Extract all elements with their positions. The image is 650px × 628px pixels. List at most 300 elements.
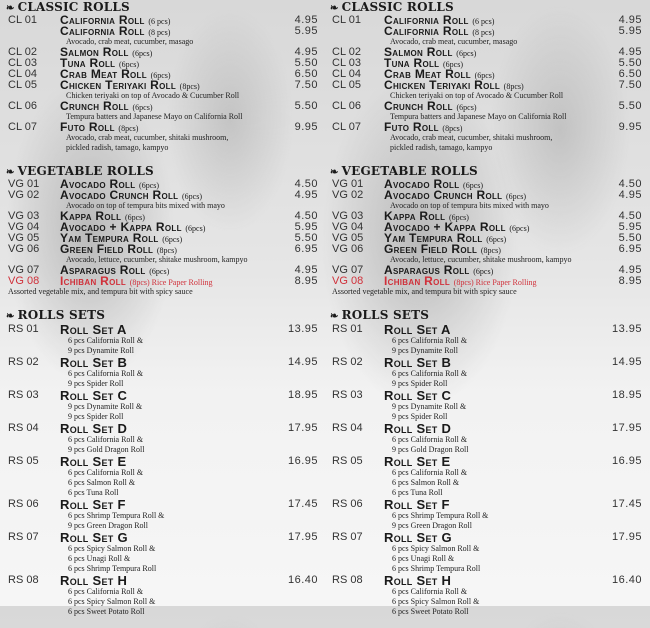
item-description: Chicken teriyaki on top of Avocado & Cucumber Roll <box>390 91 564 100</box>
item-description: 6 pcs California Roll & <box>392 369 468 378</box>
item-name-text: Salmon Roll <box>384 45 453 59</box>
item-code: VG 05 <box>332 232 364 244</box>
item-price: 9.95 <box>294 121 318 133</box>
menu-item <box>6 80 324 101</box>
item-name-text: Roll Set G <box>384 530 452 545</box>
item-code: RS 08 <box>332 574 363 586</box>
item-description: Avocado on top of tempura bits mixed with mayo <box>390 201 549 210</box>
item-code: CL 03 <box>332 57 361 69</box>
section-heading <box>330 308 648 323</box>
item-name <box>60 122 138 134</box>
item-price: 4.50 <box>294 210 318 222</box>
item-price: 17.45 <box>611 498 642 510</box>
menu-item-row <box>6 455 324 468</box>
item-code: RS 01 <box>332 323 363 335</box>
item-name <box>384 574 451 587</box>
menu-item-row <box>6 58 324 69</box>
item-pieces: (6pcs) <box>162 235 183 244</box>
item-name <box>384 190 526 202</box>
item-code: CL 06 <box>8 100 37 112</box>
item-description: Avocado, crab meat, cucumber, shitaki mushroom, <box>390 133 553 142</box>
menu-item <box>330 122 648 153</box>
item-pieces: (6pcs) <box>463 181 484 190</box>
menu-item <box>330 574 648 617</box>
ornament-icon: ❧ <box>330 311 339 322</box>
item-name-text: Roll Set E <box>60 454 127 469</box>
item-code: CL 01 <box>8 14 37 26</box>
item-name <box>384 455 450 468</box>
item-name <box>60 531 128 544</box>
menu-item-row <box>330 26 648 37</box>
item-price: 7.50 <box>294 79 318 91</box>
item-description: 6 pcs California Roll & <box>68 468 144 477</box>
item-price: 8.95 <box>618 275 642 287</box>
item-price: 4.50 <box>618 210 642 222</box>
item-name-text: Asparagus Roll <box>60 263 146 277</box>
menu-item <box>6 356 324 389</box>
item-pieces: (8pcs) Rice Paper Rolling <box>129 278 213 287</box>
menu-item <box>6 455 324 498</box>
item-pieces: (8pcs) <box>156 246 177 255</box>
item-name-text: Green Field Roll <box>60 242 154 256</box>
item-price: 5.50 <box>294 100 318 112</box>
item-price: 6.95 <box>294 243 318 255</box>
item-description: 9 pcs Dynamite Roll & <box>68 402 143 411</box>
menu-item <box>330 233 648 244</box>
item-name-text: Roll Set B <box>384 355 452 370</box>
item-name-text: Futo Roll <box>384 120 439 134</box>
item-description: Avocado, crab meat, cucumber, shitaki mushroom, <box>66 133 229 142</box>
item-code: VG 06 <box>332 243 364 255</box>
item-code: VG 03 <box>332 210 364 222</box>
item-pieces: (6pcs) <box>509 224 530 233</box>
item-price: 5.95 <box>618 221 642 233</box>
item-pieces: (8pcs) <box>179 82 200 91</box>
item-name-text: Roll Set C <box>60 388 128 403</box>
menu-item <box>6 190 324 211</box>
item-description: pickled radish, tamago, kampyo <box>390 143 493 152</box>
item-name <box>60 422 127 435</box>
item-description: 6 pcs Sweet Potato Roll <box>68 607 145 616</box>
item-pieces: (6pcs) <box>132 49 153 58</box>
item-name-text: Roll Set H <box>60 573 128 588</box>
item-code: RS 06 <box>8 498 39 510</box>
item-name-text: Avocado Roll <box>384 177 460 191</box>
item-name-text: California Roll <box>60 13 145 27</box>
item-code: RS 04 <box>332 422 363 434</box>
item-description: 6 pcs Sweet Potato Roll <box>392 607 469 616</box>
menu-item-row <box>330 222 648 233</box>
ornament-icon: ❧ <box>330 3 339 14</box>
menu-item <box>330 15 648 26</box>
item-name <box>384 356 451 369</box>
item-name-text: Futo Roll <box>60 120 115 134</box>
menu-item-row <box>330 47 648 58</box>
item-pieces: (6pcs) <box>124 213 145 222</box>
item-price: 4.95 <box>294 46 318 58</box>
section-title: CLASSIC ROLLS <box>17 0 130 14</box>
item-price: 4.95 <box>294 189 318 201</box>
menu-section <box>330 308 648 617</box>
item-code: VG 05 <box>8 232 40 244</box>
item-code: RS 04 <box>8 422 39 434</box>
item-name-text: Salmon Roll <box>60 45 129 59</box>
menu-item-row <box>330 276 648 287</box>
item-name-text: Roll Set H <box>384 573 452 588</box>
item-name-text: Chicken Teriyaki Roll <box>384 78 501 92</box>
item-name <box>384 389 451 402</box>
item-description: 6 pcs Spicy Salmon Roll & <box>68 597 156 606</box>
item-name-text: Roll Set B <box>60 355 128 370</box>
item-name-text: Roll Set G <box>60 530 128 545</box>
item-description: 6 pcs Shrimp Tempura Roll & <box>68 511 165 520</box>
item-pieces: (6pcs) <box>486 235 507 244</box>
item-price: 6.50 <box>294 68 318 80</box>
item-code: CL 01 <box>332 14 361 26</box>
item-name-text: Crab Meat Roll <box>60 67 147 81</box>
item-price: 4.95 <box>618 46 642 58</box>
item-price: 5.95 <box>618 25 642 37</box>
menu-item-row <box>6 122 324 133</box>
item-name-text: California Roll <box>384 13 469 27</box>
item-description: 6 pcs Spicy Salmon Roll & <box>68 544 156 553</box>
item-description: 6 pcs California Roll & <box>392 587 468 596</box>
item-pieces: (6pcs) <box>132 103 153 112</box>
menu-item <box>6 276 324 297</box>
item-description: 9 pcs Dynamite Roll & <box>392 402 467 411</box>
item-description: 9 pcs Spider Roll <box>392 379 448 388</box>
item-description: 6 pcs Unagi Roll & <box>68 554 131 563</box>
section-heading <box>6 308 324 323</box>
ornament-icon: ❧ <box>6 311 15 322</box>
item-price: 6.95 <box>618 243 642 255</box>
menu-item-row <box>6 101 324 112</box>
item-name-text: Roll Set C <box>384 388 452 403</box>
item-code: VG 02 <box>8 189 40 201</box>
item-name <box>60 389 127 402</box>
item-name <box>60 80 200 92</box>
item-price: 17.95 <box>611 422 642 434</box>
section-heading <box>330 0 648 15</box>
menu-item-row <box>330 323 648 336</box>
menu-section <box>6 308 324 617</box>
item-name-text: Kappa Roll <box>384 209 446 223</box>
menu-column-right <box>330 0 648 628</box>
section-heading <box>6 164 324 179</box>
menu-item-row <box>6 47 324 58</box>
menu-item-row <box>6 498 324 511</box>
item-pieces: (6pcs) <box>119 60 139 69</box>
item-price: 9.95 <box>618 121 642 133</box>
item-code: VG 07 <box>332 264 364 276</box>
item-code: CL 05 <box>8 79 37 91</box>
menu-item-row <box>6 80 324 91</box>
item-description: Avocado, lettuce, cucumber, shitake mushroom, kampyo <box>66 255 248 264</box>
item-name <box>384 422 451 435</box>
item-name-text: Roll Set A <box>384 322 451 337</box>
item-name-text: Chicken Teriyaki Roll <box>60 78 177 92</box>
item-name-text: Crunch Roll <box>384 99 453 113</box>
menu-item <box>6 58 324 69</box>
item-code: RS 03 <box>332 389 363 401</box>
item-name-text: Roll Set F <box>384 497 450 512</box>
item-name-text: Roll Set D <box>384 421 452 436</box>
item-name <box>60 26 170 38</box>
item-price: 17.95 <box>287 422 318 434</box>
item-description: pickled radish, tamago, kampyo <box>66 143 169 152</box>
item-price: 5.50 <box>618 57 642 69</box>
item-code: VG 02 <box>332 189 364 201</box>
menu-item-row <box>330 190 648 201</box>
item-name-text: Green Field Roll <box>384 242 478 256</box>
item-price: 5.95 <box>294 25 318 37</box>
item-code: CL 07 <box>332 121 361 133</box>
item-code: RS 07 <box>332 531 363 543</box>
menu-item-row <box>6 356 324 369</box>
item-name-text: Tuna Roll <box>384 56 440 70</box>
ornament-icon: ❧ <box>330 167 339 178</box>
item-name-text: Crab Meat Roll <box>384 67 471 81</box>
item-description: Chicken teriyaki on top of Avocado & Cucumber Roll <box>66 91 240 100</box>
item-description: Avocado on top of tempura bits mixed with mayo <box>66 201 225 210</box>
menu-item-row <box>330 265 648 276</box>
item-code: VG 08 <box>8 275 40 287</box>
menu-item-row <box>330 58 648 69</box>
menu-item <box>330 455 648 498</box>
menu-item-row <box>6 531 324 544</box>
menu-item-row <box>330 101 648 112</box>
item-price: 18.95 <box>287 389 318 401</box>
item-pieces: (6pcs) <box>473 267 494 276</box>
menu-item <box>6 422 324 455</box>
item-price: 13.95 <box>287 323 318 335</box>
item-name <box>384 80 524 92</box>
menu-item-row <box>330 422 648 435</box>
item-description: 6 pcs Spicy Salmon Roll & <box>392 597 480 606</box>
item-name-text: Roll Set E <box>384 454 451 469</box>
menu-item <box>6 498 324 531</box>
item-pieces: (6pcs) <box>448 213 469 222</box>
item-pieces: (8pcs) Rice Paper Rolling <box>453 278 537 287</box>
item-code: RS 01 <box>8 323 39 335</box>
menu-item-row <box>6 244 324 255</box>
item-name <box>60 244 177 256</box>
item-code: VG 06 <box>8 243 40 255</box>
item-name-text: Crunch Roll <box>60 99 129 113</box>
item-code: VG 07 <box>8 264 40 276</box>
item-price: 4.95 <box>618 264 642 276</box>
item-description: 6 pcs Tuna Roll <box>392 488 443 497</box>
menu-item <box>330 80 648 101</box>
item-price: 8.95 <box>294 275 318 287</box>
item-price: 4.95 <box>618 14 642 26</box>
item-price: 17.95 <box>611 531 642 543</box>
item-name <box>60 323 127 336</box>
item-name <box>60 455 126 468</box>
menu-item <box>330 356 648 389</box>
menu-item <box>330 422 648 455</box>
item-description: 6 pcs Salmon Roll & <box>68 478 136 487</box>
menu-item-row <box>6 389 324 402</box>
menu-item <box>330 244 648 265</box>
menu-section <box>6 164 324 297</box>
item-pieces: (8pcs) <box>503 82 524 91</box>
item-code: VG 03 <box>8 210 40 222</box>
menu-item-row <box>6 422 324 435</box>
menu-item <box>6 244 324 265</box>
ornament-icon: ❧ <box>6 3 15 14</box>
item-name-text: Tuna Roll <box>60 56 116 70</box>
item-price: 14.95 <box>611 356 642 368</box>
menu-item-row <box>330 356 648 369</box>
item-price: 16.40 <box>287 574 318 586</box>
item-price: 4.95 <box>294 14 318 26</box>
item-description: 6 pcs California Roll & <box>68 336 144 345</box>
menu-item <box>6 47 324 58</box>
menu-item-row <box>6 574 324 587</box>
menu-section <box>330 0 648 153</box>
item-name-text: Avocado Roll <box>60 177 136 191</box>
item-pieces: (6pcs) <box>474 71 495 80</box>
item-description: 6 pcs California Roll & <box>392 435 468 444</box>
item-code: RS 03 <box>8 389 39 401</box>
menu-item <box>330 101 648 122</box>
item-price: 4.50 <box>618 178 642 190</box>
item-pieces: (6pcs) <box>185 224 206 233</box>
item-name <box>60 356 127 369</box>
item-description: 6 pcs California Roll & <box>392 468 468 477</box>
menu-item <box>6 101 324 122</box>
menu-item-row <box>6 323 324 336</box>
item-name-text: California Roll <box>384 24 469 38</box>
item-description: 9 pcs Spider Roll <box>68 379 124 388</box>
menu-item-row <box>330 455 648 468</box>
item-price: 18.95 <box>611 389 642 401</box>
item-description: Assorted vegetable mix, and tempura bit with spicy sauce <box>8 287 193 296</box>
item-name <box>60 276 213 288</box>
item-price: 5.50 <box>618 232 642 244</box>
item-code: CL 07 <box>8 121 37 133</box>
menu-item-row <box>6 15 324 26</box>
section-heading <box>6 0 324 15</box>
item-price: 4.95 <box>618 189 642 201</box>
item-code: RS 05 <box>332 455 363 467</box>
item-name-text: Avocado Crunch Roll <box>384 188 503 202</box>
item-name <box>60 498 126 511</box>
item-description: 6 pcs California Roll & <box>68 587 144 596</box>
menu-item <box>330 47 648 58</box>
item-code: VG 01 <box>8 178 40 190</box>
item-pieces: (6pcs) <box>443 60 463 69</box>
item-description: 9 pcs Green Dragon Roll <box>392 521 472 530</box>
item-code: CL 04 <box>332 68 361 80</box>
item-description: 6 pcs Unagi Roll & <box>392 554 455 563</box>
menu-item <box>330 323 648 356</box>
item-description: 6 pcs Spicy Salmon Roll & <box>392 544 480 553</box>
item-description: 9 pcs Green Dragon Roll <box>68 521 148 530</box>
item-name-text: Avocado + Kappa Roll <box>384 220 506 234</box>
item-code: VG 01 <box>332 178 364 190</box>
menu-item <box>6 323 324 356</box>
item-description: 9 pcs Gold Dragon Roll <box>68 445 145 454</box>
menu-item <box>6 389 324 422</box>
item-name-text: Roll Set D <box>60 421 128 436</box>
menu-item-row <box>330 122 648 133</box>
item-pieces: (6pcs) <box>506 192 527 201</box>
item-code: RS 02 <box>332 356 363 368</box>
item-name-text: Avocado + Kappa Roll <box>60 220 182 234</box>
section-title: VEGETABLE ROLLS <box>17 164 154 178</box>
item-pieces: (8pcs) <box>118 124 139 133</box>
item-pieces: (6pcs) <box>182 192 203 201</box>
item-name <box>60 190 202 202</box>
menu-section <box>330 164 648 297</box>
item-pieces: (6 pcs) <box>472 17 495 26</box>
item-description: Avocado, crab meat, cucumber, masago <box>390 37 518 46</box>
item-description: 9 pcs Dynamite Roll <box>68 346 134 355</box>
item-description: 6 pcs Salmon Roll & <box>392 478 460 487</box>
menu-item <box>6 15 324 26</box>
item-price: 7.50 <box>618 79 642 91</box>
item-pieces: (8 pcs) <box>148 28 171 37</box>
item-code: RS 05 <box>8 455 39 467</box>
section-title: VEGETABLE ROLLS <box>341 164 478 178</box>
menu-item <box>6 122 324 153</box>
item-price: 6.50 <box>618 68 642 80</box>
menu-item-row <box>330 80 648 91</box>
item-code: VG 04 <box>332 221 364 233</box>
item-name-text: Roll Set A <box>60 322 127 337</box>
menu-item <box>6 233 324 244</box>
item-name <box>60 101 153 113</box>
item-code: CL 04 <box>8 68 37 80</box>
menu-item <box>330 531 648 574</box>
menu-item <box>330 276 648 297</box>
section-heading <box>330 164 648 179</box>
item-code: RS 02 <box>8 356 39 368</box>
menu-item <box>330 389 648 422</box>
ornament-icon: ❧ <box>6 167 15 178</box>
item-description: 9 pcs Spider Roll <box>392 412 448 421</box>
item-pieces: (6pcs) <box>456 49 477 58</box>
menu-item <box>330 190 648 211</box>
item-description: 6 pcs Shrimp Tempura Roll <box>392 564 481 573</box>
menu-item-row <box>6 276 324 287</box>
menu-item-row <box>330 15 648 26</box>
menu-item <box>330 222 648 233</box>
item-price: 17.95 <box>287 531 318 543</box>
item-name <box>384 531 452 544</box>
menu-item <box>6 531 324 574</box>
item-name-text: Ichiban Roll <box>60 274 127 288</box>
item-code: RS 06 <box>332 498 363 510</box>
item-name <box>384 122 462 134</box>
menu-section <box>6 0 324 153</box>
item-price: 14.95 <box>287 356 318 368</box>
item-price: 4.50 <box>294 178 318 190</box>
item-code: VG 04 <box>8 221 40 233</box>
item-name <box>384 26 494 38</box>
item-name <box>384 323 451 336</box>
menu-item-row <box>330 498 648 511</box>
item-code: RS 07 <box>8 531 39 543</box>
item-description: 6 pcs California Roll & <box>68 369 144 378</box>
item-description: 9 pcs Dynamite Roll <box>392 346 458 355</box>
menu-item <box>6 222 324 233</box>
item-description: Assorted vegetable mix, and tempura bit with spicy sauce <box>332 287 517 296</box>
item-price: 16.95 <box>611 455 642 467</box>
item-name-text: California Roll <box>60 24 145 38</box>
